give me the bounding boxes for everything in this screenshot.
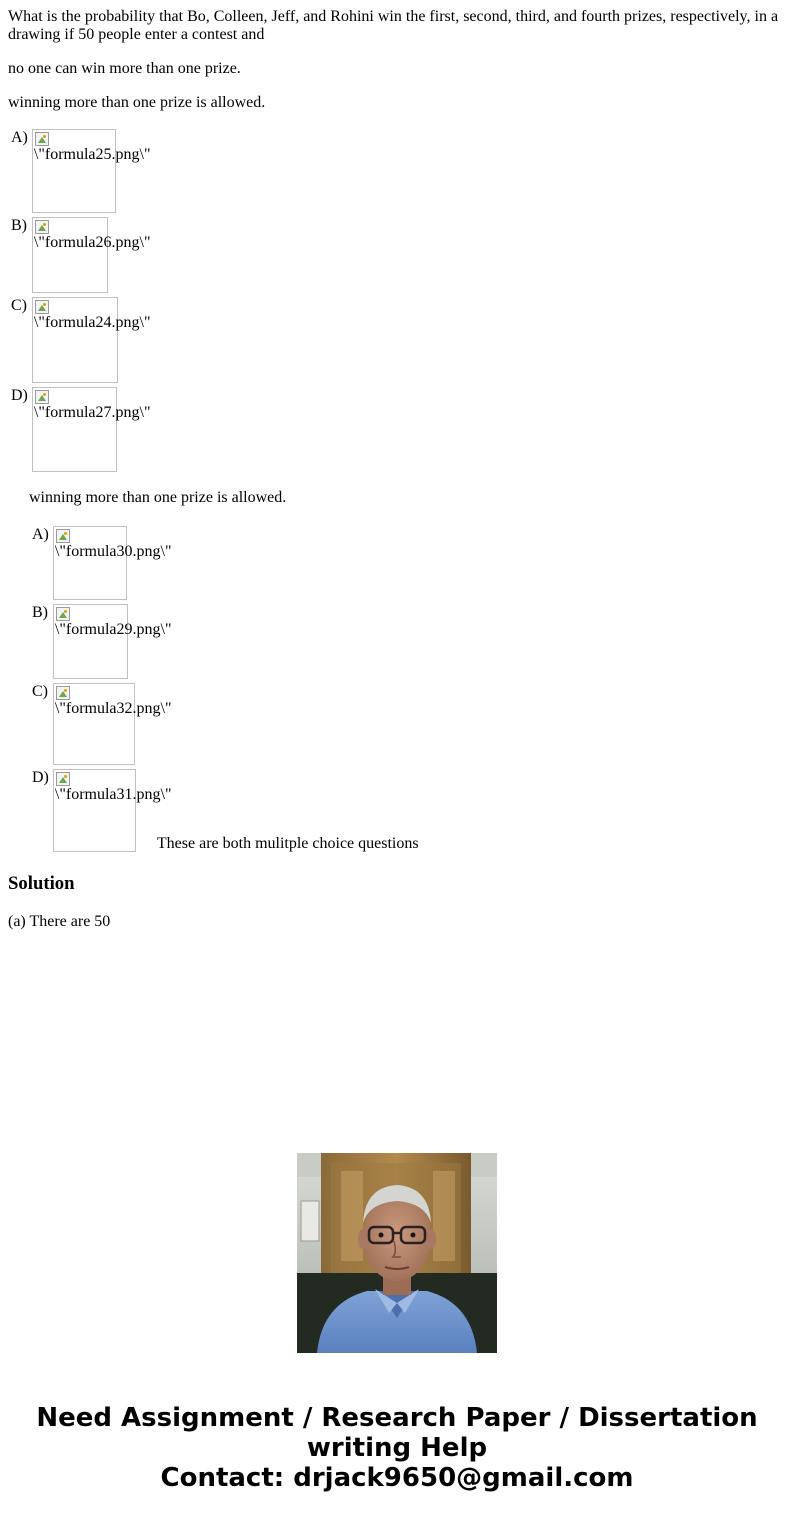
option-label: A) xyxy=(11,129,28,146)
promo-contact: Contact: drjack9650@gmail.com xyxy=(160,1463,634,1493)
solution-text: (a) There are 50 xyxy=(8,913,111,930)
image-alt-text: \"formula32.png\" xyxy=(54,700,172,717)
image-alt-text: \"formula26.png\" xyxy=(33,234,151,251)
broken-image-icon xyxy=(35,390,49,404)
option-label: A) xyxy=(32,526,49,543)
promo-line-1: Need Assignment / Research Paper / Dissertation xyxy=(36,1403,758,1433)
broken-image-icon xyxy=(35,132,49,146)
formula-image xyxy=(32,129,151,213)
formula-image xyxy=(53,526,172,600)
option-row-c[interactable] xyxy=(31,682,137,766)
formula-image xyxy=(32,387,151,472)
option-row-a[interactable] xyxy=(10,128,119,214)
option-label: B) xyxy=(11,217,27,234)
question-part-b: winning more than one prize is allowed. xyxy=(8,94,266,111)
formula-image xyxy=(53,683,172,765)
formula-image xyxy=(32,297,151,383)
option-row-a[interactable] xyxy=(31,525,137,601)
nested-question-text: winning more than one prize is allowed. xyxy=(29,489,287,506)
option-row-d[interactable] xyxy=(31,768,137,853)
broken-image-icon xyxy=(35,300,49,314)
option-label: C) xyxy=(11,297,27,314)
broken-image-icon xyxy=(35,220,49,234)
solution-heading: Solution xyxy=(8,873,75,894)
options-table-1 xyxy=(8,126,151,475)
formula-image xyxy=(32,217,151,293)
option-row-c[interactable] xyxy=(10,296,119,384)
nested-question xyxy=(29,489,786,855)
image-alt-text: \"formula30.png\" xyxy=(54,543,172,560)
broken-image-icon xyxy=(56,529,70,543)
option-label: C) xyxy=(32,683,48,700)
question-text: What is the probability that Bo, Colleen, Jeff, and Rohini win the first, second, third, and fourth prizes, respectively, in a drawing if 50 people enter a contest and xyxy=(8,8,779,43)
options-table-2 xyxy=(29,523,172,855)
option-row-d[interactable] xyxy=(10,386,119,473)
author-portrait-icon xyxy=(297,1153,497,1353)
author-avatar xyxy=(297,1153,497,1353)
image-alt-text: \"formula25.png\" xyxy=(33,146,151,163)
broken-image-icon xyxy=(56,772,70,786)
image-alt-text: \"formula29.png\" xyxy=(54,621,172,638)
image-alt-text: \"formula24.png\" xyxy=(33,314,151,331)
question-note: These are both mulitple choice questions xyxy=(156,835,419,852)
option-row-b[interactable] xyxy=(31,603,137,680)
question-part-a: no one can win more than one prize. xyxy=(8,60,241,77)
formula-image xyxy=(53,769,172,852)
broken-image-icon xyxy=(56,607,70,621)
document-content xyxy=(8,8,786,931)
broken-image-icon xyxy=(56,686,70,700)
option-row-b[interactable] xyxy=(10,216,119,294)
promo-banner xyxy=(0,1403,794,1493)
option-label: B) xyxy=(32,604,48,621)
option-label: D) xyxy=(11,387,28,404)
image-alt-text: \"formula27.png\" xyxy=(33,404,151,421)
promo-line-2: writing Help xyxy=(306,1433,488,1463)
image-alt-text: \"formula31.png\" xyxy=(54,786,172,803)
option-label: D) xyxy=(32,769,49,786)
formula-image xyxy=(53,604,172,679)
